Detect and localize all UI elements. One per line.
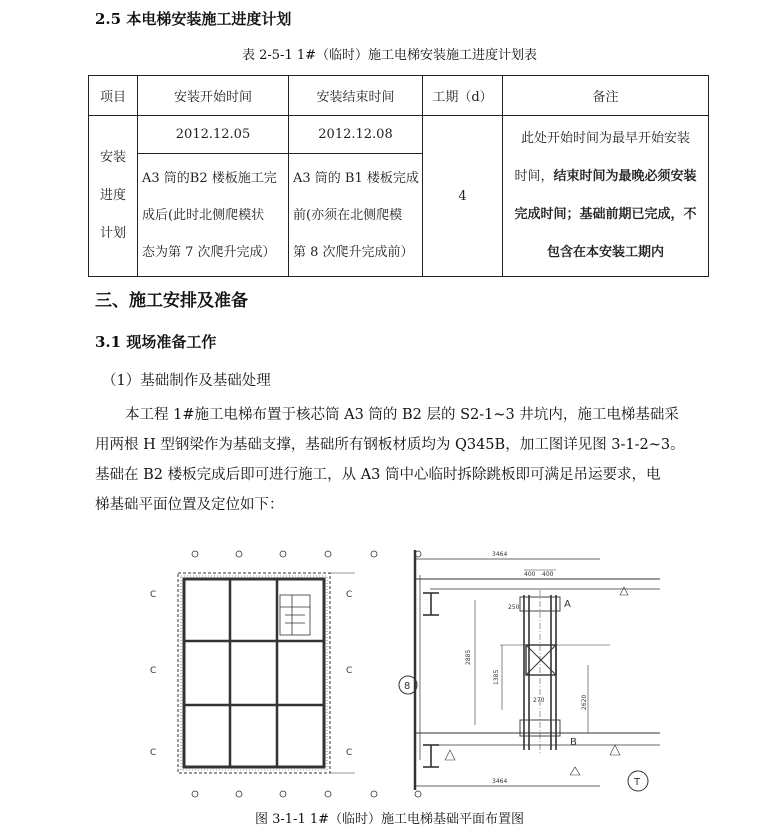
- dim-400-right-label: 400: [542, 571, 554, 578]
- duration-cell: 4: [423, 116, 503, 277]
- remark-line-2: [509, 158, 702, 196]
- axis-b-label: B: [570, 737, 577, 748]
- table-caption: 表 2-5-1 1#（临时）施工电梯安装施工进度计划表: [241, 48, 538, 63]
- concrete-symbols: [445, 587, 628, 775]
- outer-boundary: [178, 573, 330, 773]
- end-desc-cell: [289, 154, 423, 277]
- section-3-1-heading: 3.1 现场准备工作: [95, 333, 217, 351]
- i-beam-symbol-top: [423, 593, 439, 615]
- start-desc-line-2: 成后(此时北侧爬模状: [142, 207, 265, 223]
- axis-c-marks: [150, 590, 352, 758]
- section-3-heading: 三、施工安排及准备: [95, 291, 248, 311]
- foundation-detail: [399, 550, 660, 791]
- remark-line-2-bold: 结束时间为最晚必须安装: [553, 169, 697, 184]
- dim-bottom-label: 3464: [492, 778, 508, 785]
- remark-line-3: 完成时间；基础前期已完成，不: [514, 207, 697, 222]
- row-label-line-2: 进度: [99, 188, 126, 203]
- start-desc-line-3: 态为第 7 次爬升完成）: [142, 244, 276, 260]
- header-duration: 工期（d）: [423, 76, 503, 116]
- paragraph-line-2: 用两根 H 型钢梁作为基础支撑，基础所有钢板材质均为 Q345B，加工图详见图 3-1-2~3。: [95, 437, 685, 453]
- paragraph-line-1: 本工程 1#施工电梯布置于核芯筒 A3 筒的 B2 层的 S2-1~3 井坑内，施工电梯基础采: [125, 407, 679, 423]
- end-desc-line-1: A3 筒的 B1 楼板完成: [293, 170, 419, 186]
- remark-line-4: 包含在本安装工期内: [546, 245, 664, 260]
- dim-2885-label: 2885: [465, 649, 472, 665]
- axis-c-label: C: [346, 748, 353, 758]
- dim-270-label: 270: [533, 697, 545, 704]
- start-desc-cell: [138, 154, 289, 277]
- table-row: [89, 116, 709, 154]
- row-label-line-1: 安装: [99, 150, 126, 165]
- row-label-line-3: 计划: [99, 226, 126, 241]
- remark-line-1: 此处开始时间为最早开始安装: [520, 131, 690, 146]
- figure-caption: 图 3-1-1 1#（临时）施工电梯基础平面布置图: [254, 812, 525, 827]
- header-item: 项目: [89, 76, 138, 116]
- dim-400-left-label: 400: [524, 571, 536, 578]
- floor-plan: [150, 551, 421, 797]
- end-desc-line-3: 第 8 次爬升完成前）: [293, 244, 414, 260]
- axis-c-label: C: [150, 666, 157, 676]
- paragraph: [95, 400, 715, 520]
- paragraph-line-4: 梯基础平面位置及定位如下：: [95, 497, 284, 513]
- axis-c-label: C: [346, 590, 353, 600]
- start-desc-line-1: A3 筒的B2 楼板施工完: [142, 170, 277, 186]
- axis-bubbles-bottom: [192, 791, 421, 797]
- dim-top-label: 3464: [492, 551, 508, 558]
- section-2-5-heading: 2.5 本电梯安装施工进度计划: [95, 10, 292, 28]
- axis-c-label: C: [150, 748, 157, 758]
- remark-line-2-normal: 时间，: [514, 169, 554, 184]
- header-start: 安装开始时间: [138, 76, 289, 116]
- remark-cell: [503, 116, 709, 277]
- schedule-table: [88, 75, 709, 277]
- dim-1385-label: 1385: [493, 669, 500, 685]
- header-end: 安装结束时间: [289, 76, 423, 116]
- table-header-row: [89, 76, 709, 116]
- axis-t-label: T: [634, 777, 641, 788]
- row-label-cell: [89, 116, 138, 277]
- axis-a-label: A: [564, 599, 571, 610]
- item-1-title: （1）基础制作及基础处理: [102, 373, 271, 389]
- end-desc-line-2: 前(亦须在北侧爬模: [293, 207, 403, 223]
- header-remark: 备注: [503, 76, 709, 116]
- axis-c-label: C: [346, 666, 353, 676]
- end-date-cell: 2012.12.08: [289, 116, 423, 154]
- axis-c-label: C: [150, 590, 157, 600]
- paragraph-line-3: 基础在 B2 楼板完成后即可进行施工，从 A3 筒中心临时拆除跳板即可满足吊运要求，电: [95, 467, 661, 483]
- i-beam-symbol-bottom: [423, 745, 439, 767]
- axis-bubbles-top: [192, 551, 421, 557]
- start-date-cell: 2012.12.05: [138, 116, 289, 154]
- elevator-shaft-detail: [280, 595, 310, 635]
- dim-2620-label: 2620: [581, 694, 588, 710]
- axis-8-label: 8: [404, 681, 411, 692]
- dim-250-label: 250: [508, 604, 520, 611]
- foundation-plan-drawing: [140, 545, 670, 805]
